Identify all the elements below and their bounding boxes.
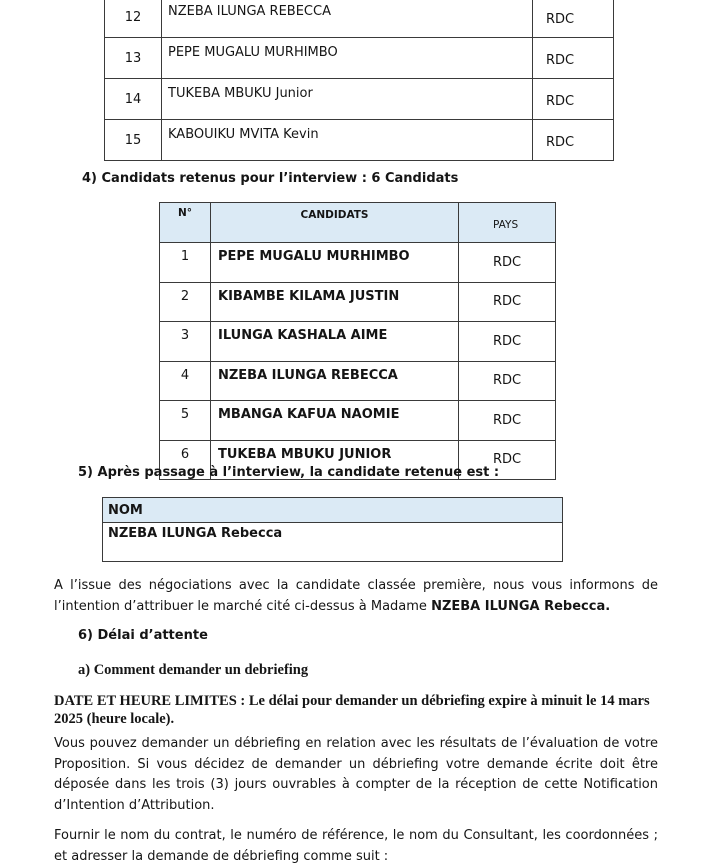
candidate-name: MBANGA KAFUA NAOMIE [211,401,459,441]
table-row [105,120,614,161]
applicants-table [104,0,614,161]
row-number: 14 [105,79,162,120]
interview-table [159,202,556,480]
row-number: 2 [160,282,211,322]
section-4-title: 4) Candidats retenus pour l’interview : 6 Candidats [82,171,459,186]
row-number: 15 [105,120,162,161]
country: RDC [459,282,556,322]
section-5-title: 5) Après passage à l’interview, la candidate retenue est : [78,465,500,480]
table-row [160,361,556,401]
row-number: 12 [105,0,162,38]
candidate-name: TUKEBA MBUKU Junior [162,79,533,120]
table-row [105,38,614,79]
section-6-title: 6) Délai d’attente [78,628,208,643]
candidate-name: PEPE MUGALU MURHIMBO [211,243,459,283]
candidate-name: KIBAMBE KILAMA JUSTIN [211,282,459,322]
deadline-text: Le délai pour demander un débriefing expire à minuit le 14 mars 2025 (heure locale). [54,693,650,727]
header-candidates: CANDIDATS [211,203,459,243]
candidate-name: ILUNGA KASHALA AIME [211,322,459,362]
debriefing-subtitle: a) Comment demander un debriefing [78,662,309,678]
candidate-name: NZEBA ILUNGA REBECCA [162,0,533,38]
candidate-name: PEPE MUGALU MURHIMBO [162,38,533,79]
country: RDC [533,120,614,161]
selected-candidate-name: NZEBA ILUNGA Rebecca [103,523,563,562]
awardee-name: NZEBA ILUNGA Rebecca. [431,598,611,614]
table-header-row [160,203,556,243]
deadline-label: DATE ET HEURE LIMITES : [54,693,246,709]
header-number: N° [160,203,211,243]
candidate-name: KABOUIKU MVITA Kevin [162,120,533,161]
country: RDC [459,440,556,480]
debriefing-paragraph: Vous pouvez demander un débriefing en relation avec les résultats de l’évaluation de votre Proposition. Si vous décidez de demander un débriefing votre demande écrite doit être déposée dans les trois (3) jours ouvrables à compter de la réception de cette Notification d’Intention d’Attribution. [54,736,658,813]
header-name: NOM [103,498,563,523]
table-row [105,0,614,38]
instructions-paragraph: Fournir le nom du contrat, le numéro de référence, le nom du Consultant, les coordonnées ; et adresser la demande de débriefing comme suit : [54,828,658,864]
country: RDC [459,401,556,441]
country: RDC [533,79,614,120]
table-header-row [103,498,563,523]
table-row [103,523,563,562]
row-number: 3 [160,322,211,362]
country: RDC [533,38,614,79]
row-number: 13 [105,38,162,79]
header-country: PAYS [459,203,556,243]
row-number: 6 [160,440,211,480]
row-number: 4 [160,361,211,401]
selected-candidate-box [102,497,563,562]
country: RDC [533,0,614,38]
country: RDC [459,361,556,401]
row-number: 5 [160,401,211,441]
country: RDC [459,243,556,283]
intent-text: A l’issue des négociations avec la candidate classée première, nous vous informons de l’intention d’attribuer le marché cité ci-dessus à Madame [54,578,658,614]
deadline-notice [54,692,674,728]
table-row [105,79,614,120]
table-row [160,282,556,322]
table-row [160,243,556,283]
candidate-name: TUKEBA MBUKU JUNIOR [211,440,459,480]
row-number: 1 [160,243,211,283]
country: RDC [459,322,556,362]
table-row [160,401,556,441]
intent-paragraph [54,576,658,617]
table-row [160,322,556,362]
candidate-name: NZEBA ILUNGA REBECCA [211,361,459,401]
